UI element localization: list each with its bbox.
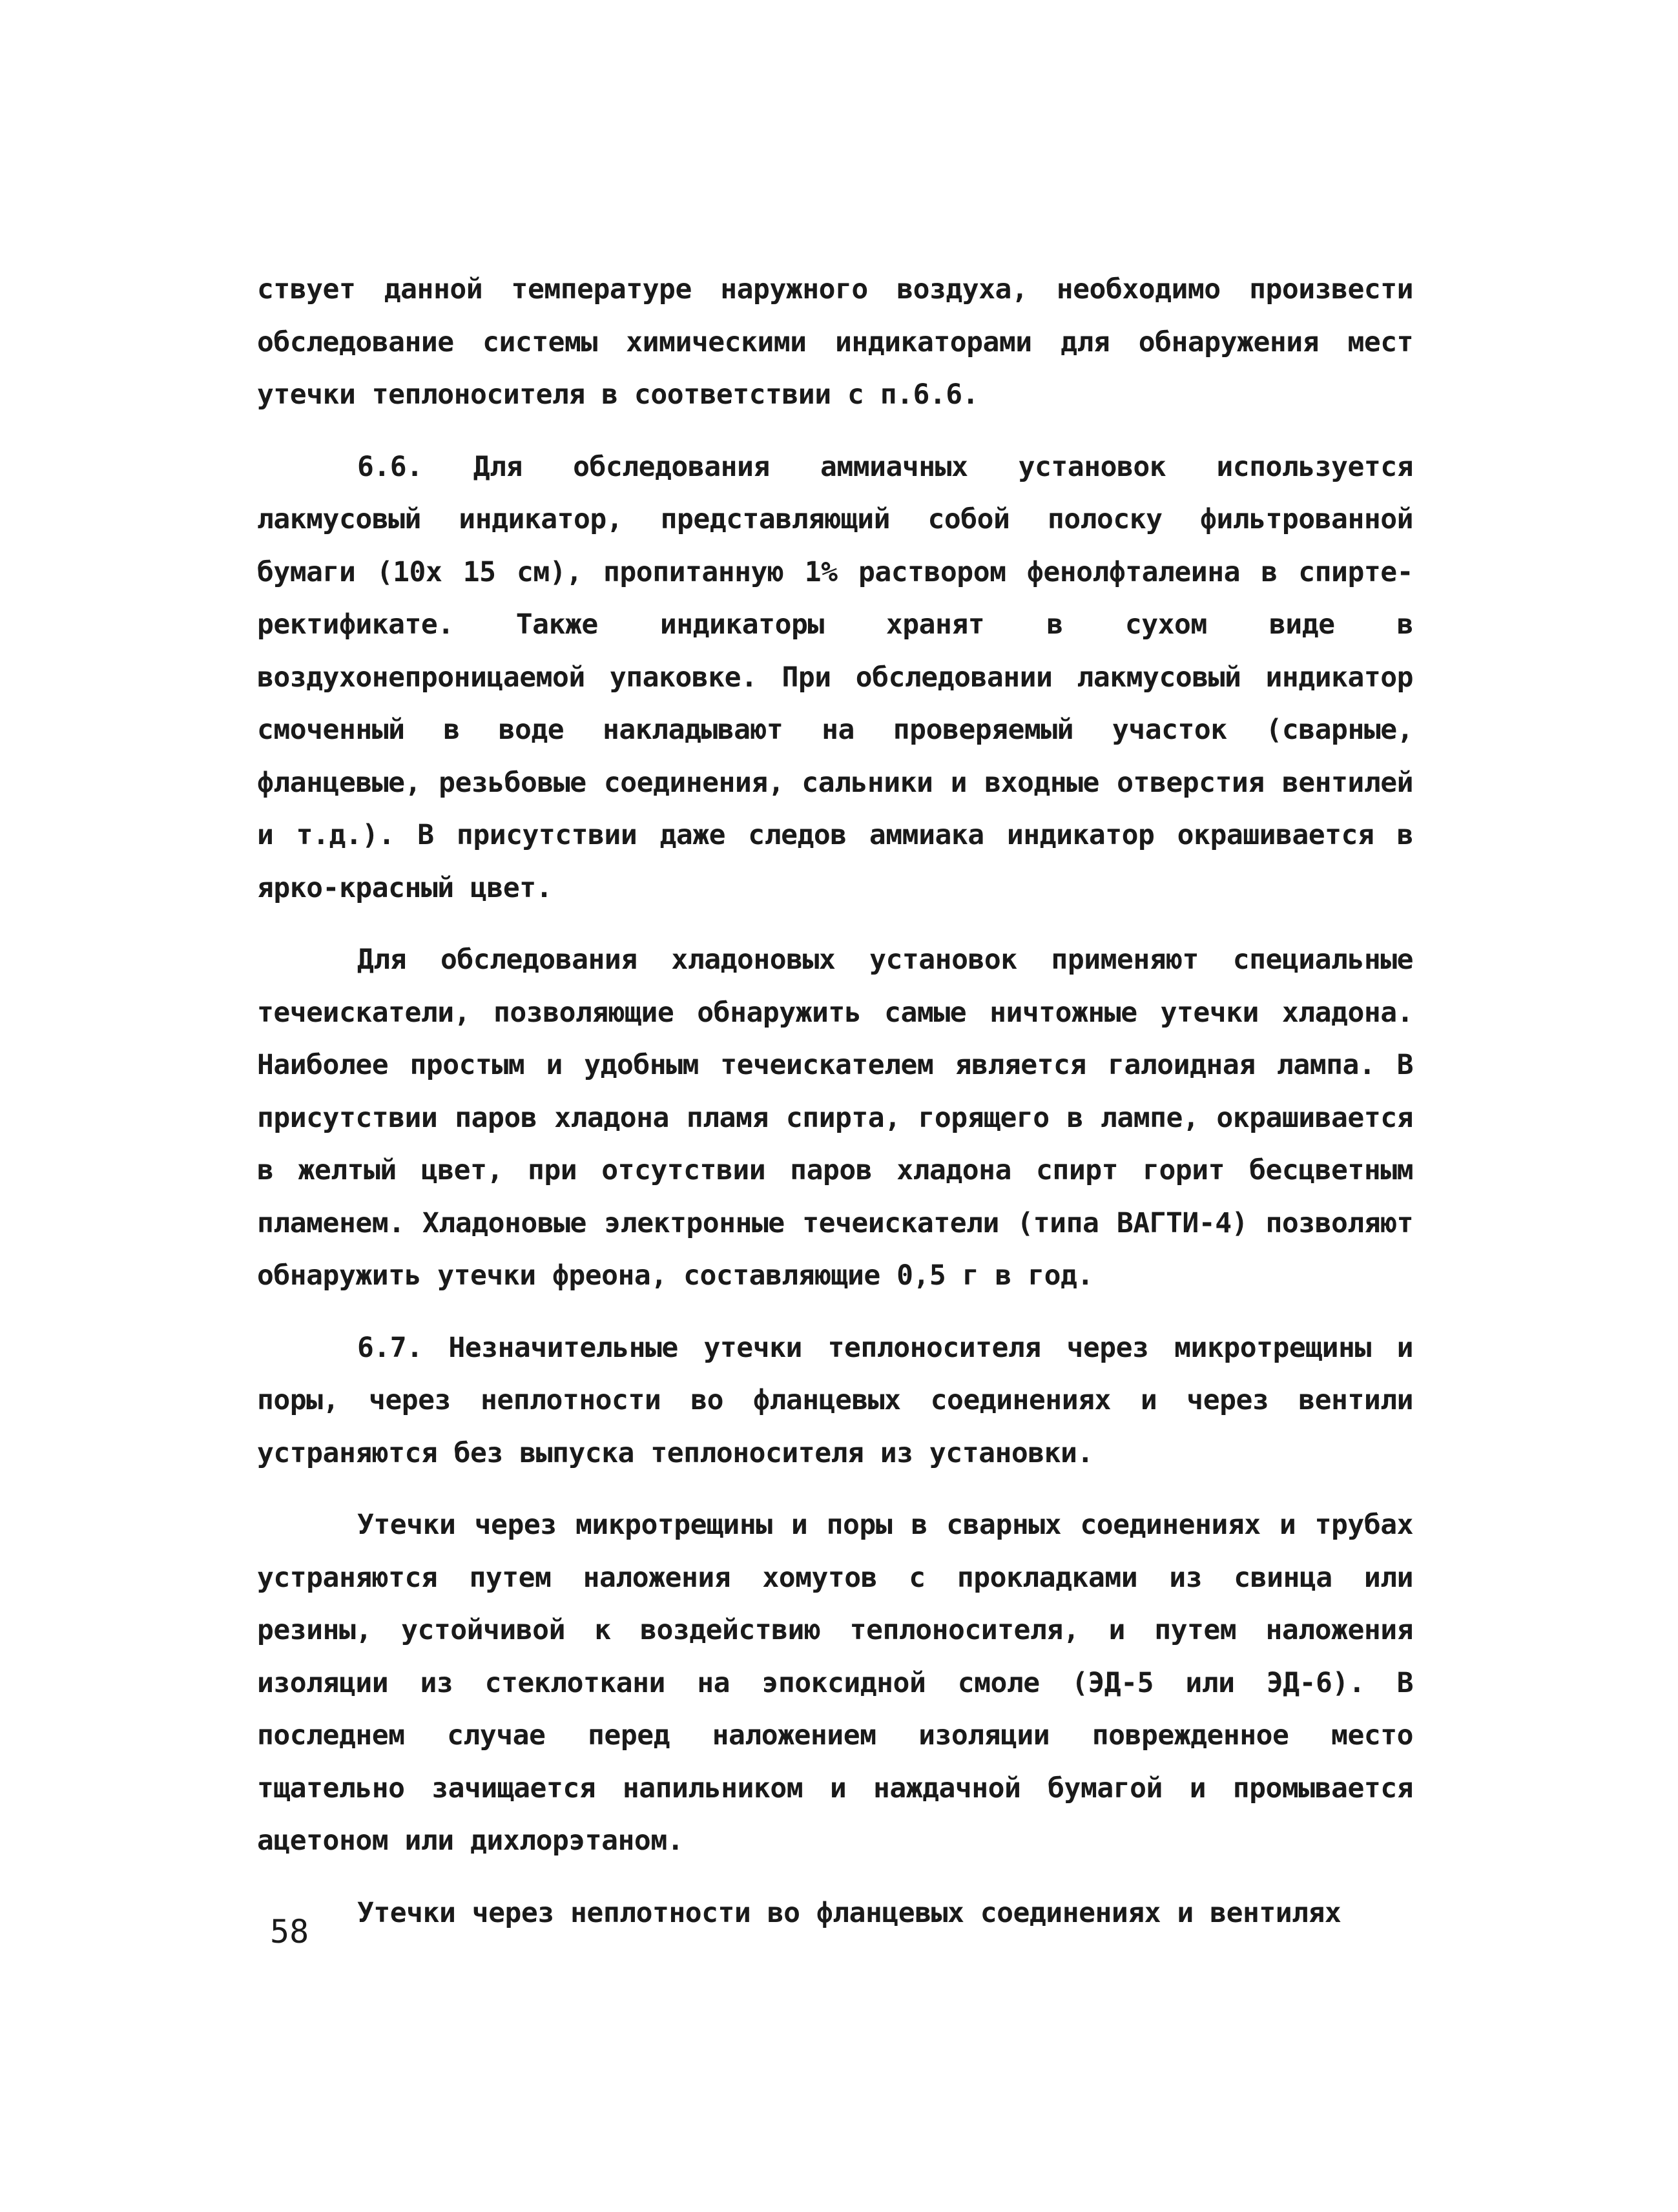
paragraph-1: ствует данной температуре наружного воздуха, необходимо произвести обследование системы химическими индикаторами для обнаружения мест утечки теплоносителя в соответствии с п.6.6.	[257, 273, 1413, 411]
paragraph-section-6-6: 6.6. Для обследования аммиачных установок используется лакмусовый индикатор, представляющий собой полоску фильтрованной бумаги (10х 15 см), пропитанную 1% раствором фенолфталеина в спирте-ректификате. Также индикаторы хранят в сухом виде в воздухонепроницаемой упаковке. При обследовании лакмусовый индикатор смоченный в воде накладывают на проверяемый участок (сварные, фланцевые, резьбовые соединения, сальники и входные отверстия вентилей и т.д.). В присутствии даже следов аммиака индикатор окрашивается в ярко-красный цвет.	[257, 450, 1413, 904]
paragraph-microcracks: Утечки через микротрещины и поры в сварных соединениях и трубах устраняются путем наложения хомутов с прокладками из свинца или резины, устойчивой к воздействию теплоносителя, и путем наложения изоляции из стеклоткани на эпоксидной смоле (ЭД-5 или ЭД-6). В последнем случае перед наложением изоляции поврежденное место тщательно зачищается напильником и наждачной бумагой и промывается ацетоном или дихлорэтаном.	[257, 1509, 1413, 1857]
body-text	[257, 264, 1413, 1939]
paragraph-flange-leaks: Утечки через неплотности во фланцевых соединениях и вентилях	[357, 1896, 1341, 1929]
page-number: 58	[270, 1913, 309, 1950]
paragraph-freon-leak-detectors: Для обследования хладоновых установок применяют специальные течеискатели, позволяющие обнаружить самые ничтожные утечки хладона. Наиболее простым и удобным течеискателем является галоидная лампа. В присутствии паров хладона пламя спирта, горящего в лампе, окрашивается в желтый цвет, при отсутствии паров хладона спирт горит бесцветным пламенем. Хладоновые электронные течеискатели (типа ВАГТИ-4) позволяют обнаружить утечки фреона, составляющие 0,5 г в год.	[257, 944, 1413, 1292]
paragraph-section-6-7: 6.7. Незначительные утечки теплоносителя через микротрещины и поры, через неплотности во фланцевых соединениях и через вентили устраняются без выпуска теплоносителя из установки.	[257, 1331, 1413, 1469]
